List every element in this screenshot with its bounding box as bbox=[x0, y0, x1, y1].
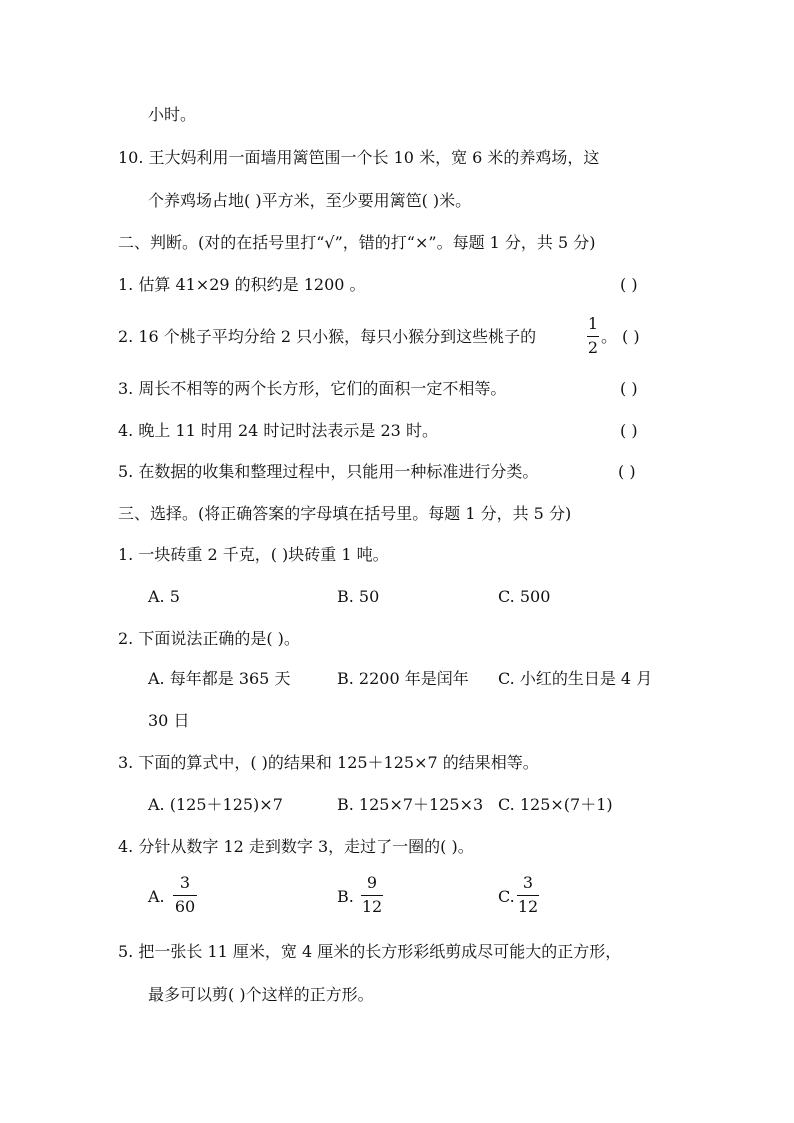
choice-3-option-a[interactable]: A. (125＋125)×7 bbox=[148, 795, 283, 814]
choice-4-option-b-fraction bbox=[360, 874, 384, 916]
choice-question-5-line-2: 最多可以剪( )个这样的正方形。 bbox=[148, 985, 374, 1004]
choice-4-option-a-fraction bbox=[172, 874, 198, 916]
fraction-numerator: 3 bbox=[522, 873, 534, 892]
choice-4-option-a-label[interactable]: A. bbox=[148, 887, 165, 906]
choice-4-option-b-label[interactable]: B. bbox=[337, 887, 354, 906]
choice-3-option-c[interactable]: C. 125×(7＋1) bbox=[498, 795, 613, 814]
fraction-numerator: 3 bbox=[179, 873, 191, 892]
choice-2-option-b[interactable]: B. 2200 年是闰年 bbox=[337, 669, 469, 688]
choice-question-1: 1. 一块砖重 2 千克，( )块砖重 1 吨。 bbox=[118, 545, 389, 564]
judge-item-4-answer[interactable]: ( ) bbox=[620, 421, 638, 440]
question-10-line-1: 10. 王大妈利用一面墙用篱笆围一个长 10 米，宽 6 米的养鸡场，这 bbox=[118, 148, 600, 167]
judge-item-3: 3. 周长不相等的两个长方形，它们的面积一定不相等。 bbox=[118, 379, 507, 398]
choice-1-option-b[interactable]: B. 50 bbox=[337, 587, 380, 606]
choice-question-5-line-1: 5. 把一张长 11 厘米，宽 4 厘米的长方形彩纸剪成尽可能大的正方形， bbox=[118, 942, 622, 961]
choice-4-option-c-fraction bbox=[516, 874, 540, 916]
fraction-denominator: 2 bbox=[587, 338, 599, 357]
question-10-line-2: 个养鸡场占地( )平方米，至少要用篱笆( )米。 bbox=[148, 191, 472, 210]
judge-item-2: 2. 16 个桃子平均分给 2 只小猴，每只小猴分到这些桃子的 bbox=[118, 327, 537, 346]
fraction-one-half bbox=[585, 315, 601, 357]
judge-item-4: 4. 晚上 11 时用 24 时记时法表示是 23 时。 bbox=[118, 421, 438, 440]
judge-item-5: 5. 在数据的收集和整理过程中，只能用一种标准进行分类。 bbox=[118, 462, 539, 481]
choice-question-2: 2. 下面说法正确的是( )。 bbox=[118, 629, 300, 648]
fraction-numerator: 1 bbox=[587, 314, 599, 333]
section-2-heading: 二、判断。(对的在括号里打“√”，错的打“×”。每题 1 分，共 5 分) bbox=[118, 233, 596, 252]
judge-item-5-answer[interactable]: ( ) bbox=[618, 462, 636, 481]
judge-item-1-answer[interactable]: ( ) bbox=[620, 275, 638, 294]
fraction-numerator: 9 bbox=[366, 873, 378, 892]
judge-item-3-answer[interactable]: ( ) bbox=[620, 379, 638, 398]
choice-1-option-c[interactable]: C. 500 bbox=[498, 587, 551, 606]
line-prev-continuation: 小时。 bbox=[148, 105, 197, 124]
fraction-denominator: 12 bbox=[517, 897, 539, 916]
choice-question-4: 4. 分针从数字 12 走到数字 3，走过了一圈的( )。 bbox=[118, 837, 474, 856]
choice-1-option-a[interactable]: A. 5 bbox=[148, 587, 180, 606]
choice-2-option-c-continuation: 30 日 bbox=[148, 711, 190, 730]
choice-3-option-b[interactable]: B. 125×7＋125×3 bbox=[337, 795, 484, 814]
choice-2-option-a[interactable]: A. 每年都是 365 天 bbox=[148, 669, 291, 688]
choice-4-option-c-label[interactable]: C. bbox=[498, 887, 515, 906]
judge-item-2-answer[interactable]: ( ) bbox=[622, 327, 640, 346]
judge-item-1: 1. 估算 41×29 的积约是 1200 。 bbox=[118, 275, 366, 294]
judge-item-2-end: 。 bbox=[601, 327, 618, 346]
fraction-denominator: 12 bbox=[361, 897, 383, 916]
fraction-denominator: 60 bbox=[174, 897, 196, 916]
section-3-heading: 三、选择。(将正确答案的字母填在括号里。每题 1 分，共 5 分) bbox=[118, 504, 572, 523]
choice-2-option-c[interactable]: C. 小红的生日是 4 月 bbox=[498, 669, 653, 688]
choice-question-3: 3. 下面的算式中，( )的结果和 125＋125×7 的结果相等。 bbox=[118, 753, 539, 772]
